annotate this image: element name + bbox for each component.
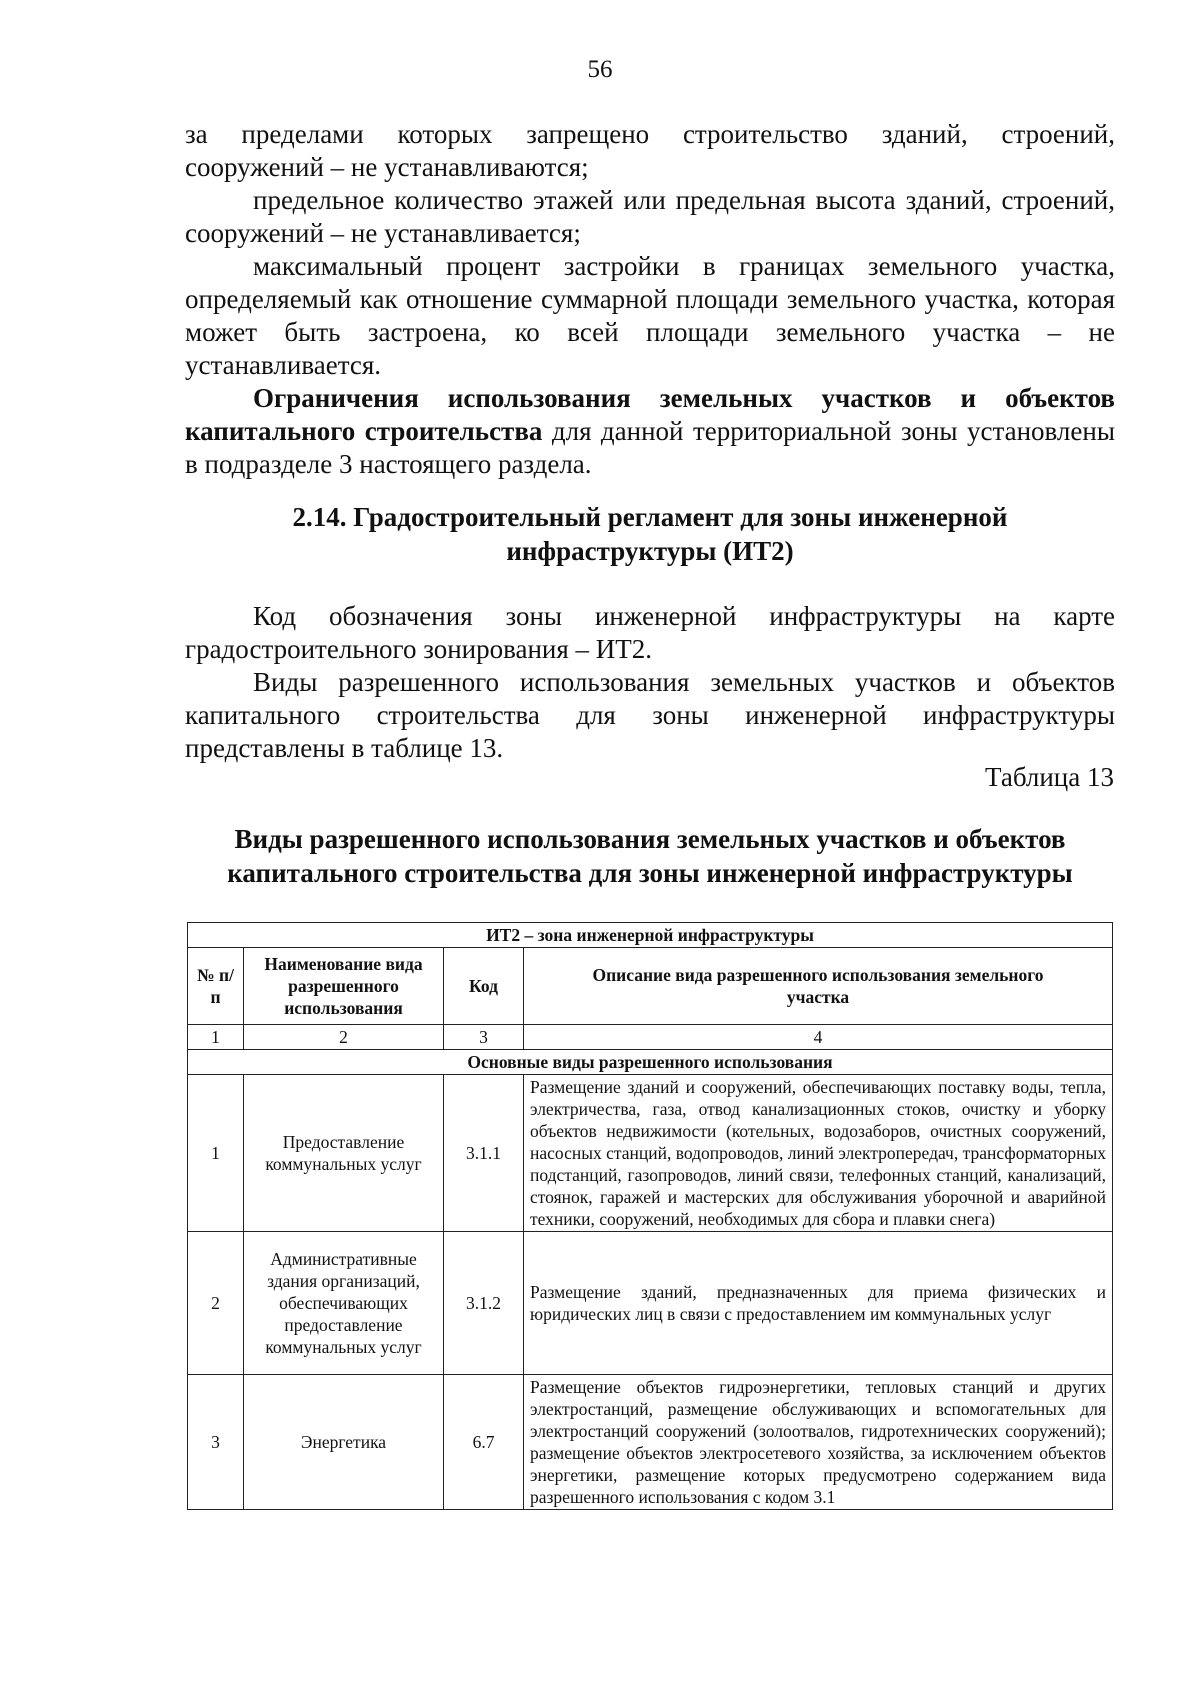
row-num: 1 [188, 1075, 244, 1232]
page-number: 56 [587, 56, 613, 83]
row-description: Размещение объектов гидроэнергетики, тепловых станций и других электростанций, размещение обслуживающих и вспомогательных для электростанций сооружений (золоотвалов, гидротехнических сооружений); размещение объектов электросетевого хозяйства, за исключением объектов энергетики, размещение которых предусмотрено содержанием вида разрешенного использования с кодом 3.1 [524, 1375, 1113, 1510]
table-title-line-1: Виды разрешенного использования земельных участков и объектов [234, 824, 1066, 854]
table-title-line-2: капитального строительства для зоны инженерной инфраструктуры [227, 858, 1073, 888]
table-group-header-row [188, 1050, 1113, 1075]
row-name: Предоставление коммунальных услуг [244, 1075, 444, 1232]
row-description: Размещение зданий и сооружений, обеспечивающих поставку воды, тепла, электричества, газа, отвод канализационных стоков, очистку и уборку объектов недвижимости (котельных, водозаборов, очистных сооружений, насосных станций, водопроводов, линий электропередач, трансформаторных подстанций, газопроводов, линий связи, телефонных станций, канализаций, стоянок, гаражей и мастерских для обслуживания уборочной и аварийной техники, сооружений, необходимых для сбора и плавки снега) [524, 1075, 1113, 1232]
table-header-row [188, 948, 1113, 1025]
header-num: № п/п [188, 948, 244, 1025]
section-heading-line-1: 2.14. Градостроительный регламент для зоны инженерной [292, 502, 1008, 532]
table-caption: Таблица 13 [985, 762, 1114, 792]
table-row [188, 1232, 1113, 1375]
intro-line-1: за пределами которых запрещено строительство зданий, строений, [185, 119, 1115, 149]
column-number-2: 2 [244, 1025, 444, 1050]
zone-header: ИТ2 – зона инженерной инфраструктуры [188, 923, 1113, 948]
permitted-use-table [187, 922, 1113, 1510]
row-name: Административные здания организаций, обеспечивающих предоставление коммунальных услуг [244, 1232, 444, 1375]
table-title [170, 822, 1130, 890]
header-description: Описание вида разрешенного использования земельного участка [524, 948, 1113, 1025]
row-code: 6.7 [444, 1375, 524, 1510]
table-row [188, 1075, 1113, 1232]
header-code: Код [444, 948, 524, 1025]
section-paragraph-table-ref: Виды разрешенного использования земельных участков и объектов капитального строительства для зоны инженерной инфраструктуры представлены в таблице 13. [185, 667, 1115, 763]
row-description: Размещение зданий, предназначенных для приема физических и юридических лиц в связи с предоставлением им коммунальных услуг [524, 1232, 1113, 1375]
intro-line-2: сооружений – не устанавливаются; [185, 152, 589, 182]
section-paragraph-code: Код обозначения зоны инженерной инфраструктуры на карте градостроительного зонирования – ИТ2. [185, 601, 1115, 664]
section-heading [185, 500, 1115, 568]
row-num: 2 [188, 1232, 244, 1375]
row-name: Энергетика [244, 1375, 444, 1510]
section-heading-line-2: инфраструктуры (ИТ2) [506, 536, 794, 566]
group-header: Основные виды разрешенного использования [188, 1050, 1113, 1075]
restrictions-rest-text: для данной территориальной зоны установлены в подразделе 3 настоящего раздела. [185, 416, 1115, 479]
table-column-number-row [188, 1025, 1113, 1050]
intro-paragraph-restrictions [185, 382, 1115, 481]
row-num: 3 [188, 1375, 244, 1510]
table-row [188, 1375, 1113, 1510]
column-number-4: 4 [524, 1025, 1113, 1050]
row-code: 3.1.1 [444, 1075, 524, 1232]
row-code: 3.1.2 [444, 1232, 524, 1375]
intro-paragraph-coverage: максимальный процент застройки в границах земельного участка, определяемый как отношение суммарной площади земельного участка, которая может быть застроена, ко всей площади земельного участка – не устанавливается. [185, 251, 1115, 380]
intro-text [185, 118, 1115, 481]
section-text [185, 600, 1115, 765]
restrictions-bold-text: Ограничения использования земельных участков и объектов капитального строительства [185, 383, 1115, 446]
intro-paragraph-floors: предельное количество этажей или предельная высота зданий, строений, сооружений – не устанавливается; [185, 185, 1115, 248]
column-number-1: 1 [188, 1025, 244, 1050]
column-number-3: 3 [444, 1025, 524, 1050]
header-name: Наименование вида разрешенного использования [244, 948, 444, 1025]
table-zone-header-row [188, 923, 1113, 948]
